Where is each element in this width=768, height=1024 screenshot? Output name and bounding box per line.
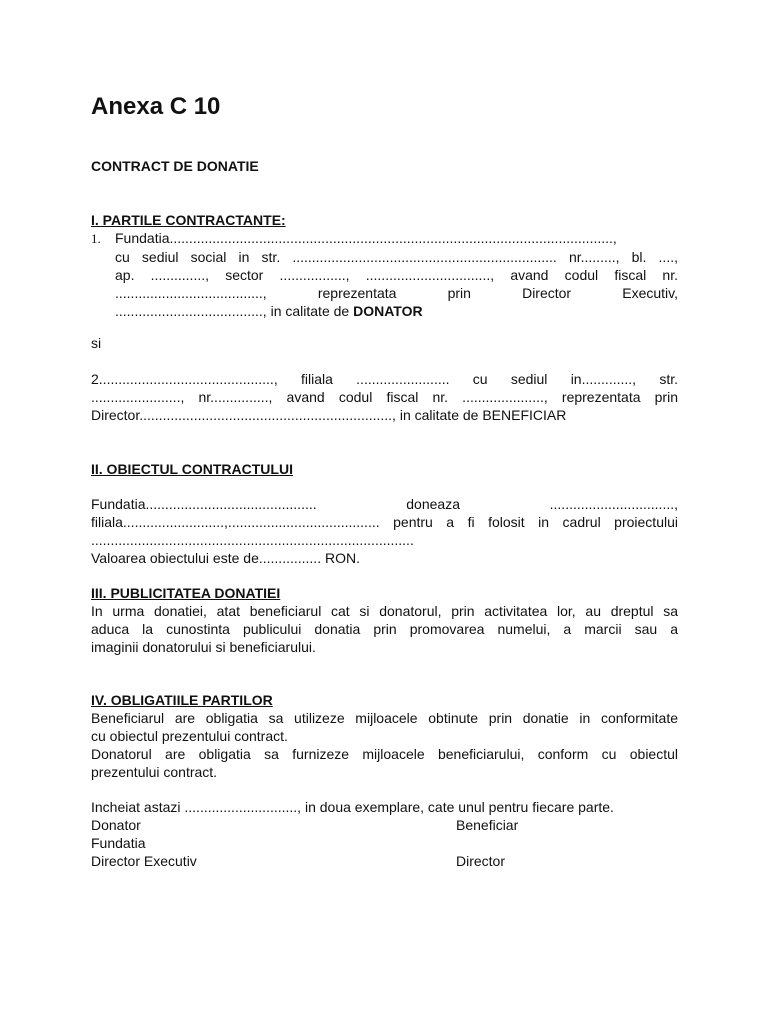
concluded-line: Incheiat astazi ............................., in doua exemplare, cate unul pentru fiecare parte.: [91, 799, 614, 815]
party1-role-line: ......................................, in calitate de DONATOR: [115, 303, 423, 319]
publicity-line: In urma donatiei, atat beneficiarul cat si donatorul, prin activitatea lor, au dreptul sa: [91, 603, 678, 619]
section-heading-obligations: IV. OBLIGATIILE PARTILOR: [91, 692, 273, 708]
obligation-line: Beneficiarul are obligatia sa utilizeze mijloacele obtinute prin donatie in conformitate: [91, 710, 678, 726]
signature-row: [91, 852, 678, 870]
contract-title: CONTRACT DE DONATIE: [91, 158, 259, 174]
donor-role: DONATOR: [353, 303, 423, 319]
party1-line: cu sediul social in str. .................................................................... nr........., bl. ....,: [115, 249, 678, 265]
object-body: [91, 495, 678, 567]
obligation-line: Donatorul are obligatia sa furnizeze mijloacele beneficiarului, conform cu obiectul: [91, 746, 678, 762]
party1-line: 1. Fundatia..................................................................................................................,: [91, 230, 617, 246]
object-line: ...................................................................................: [91, 532, 414, 548]
section-heading-parties: I. PARTILE CONTRACTANTE:: [91, 212, 286, 228]
party1-line: ......................................, reprezentata prin Director Executiv,: [115, 285, 678, 301]
obligation-line: cu obiectul prezentului contract.: [91, 728, 288, 744]
conjunction: si: [91, 335, 102, 351]
party2-line: 2............................................., filiala ........................ cu sediul in............., str.: [91, 371, 678, 387]
publicity-line: imaginii donatorului si beneficiarului.: [91, 639, 316, 655]
section-publicity: [91, 584, 678, 656]
closing-block: [91, 798, 678, 870]
donor-label: Donator: [91, 817, 141, 833]
section-object: [91, 460, 678, 478]
publicity-line: aduca la cunostinta publicului donatia prin promovarea numelui, a marcii sau a: [91, 621, 678, 637]
signature-row: [91, 816, 678, 834]
section-heading-publicity: III. PUBLICITATEA DONATIEI: [91, 585, 281, 601]
object-line: filiala..........................,....................................... pentru a fi folosit in cadrul proiectului: [91, 514, 678, 530]
obligation-line: prezentului contract.: [91, 764, 218, 780]
party2-line: Director................................................................., in calitate de BENEFICIAR: [91, 407, 567, 423]
foundation-label: Fundatia: [91, 835, 146, 851]
section-heading-object: II. OBIECTUL CONTRACTULUI: [91, 461, 293, 477]
object-value-line: Valoarea obiectului este de................ RON.: [91, 550, 360, 566]
director-label: Director: [456, 853, 506, 869]
section-obligations: [91, 691, 678, 781]
party2-line: ......................., nr..............., avand codul fiscal nr. ....................., reprezentata prin: [91, 389, 678, 405]
beneficiary-label: Beneficiar: [456, 817, 519, 833]
signature-row: [91, 834, 678, 852]
executive-director-label: Director Executiv: [91, 853, 197, 869]
party1-line: ap. .............., sector ................., ................................, avand codul fiscal nr.: [115, 267, 678, 283]
document-title: Anexa C 10: [91, 93, 221, 120]
section-parties: [91, 211, 678, 320]
party2-block: [91, 370, 678, 424]
list-number: 1.: [91, 231, 101, 246]
object-line: Fundatia............................................ doneaza ................................,: [91, 496, 678, 512]
